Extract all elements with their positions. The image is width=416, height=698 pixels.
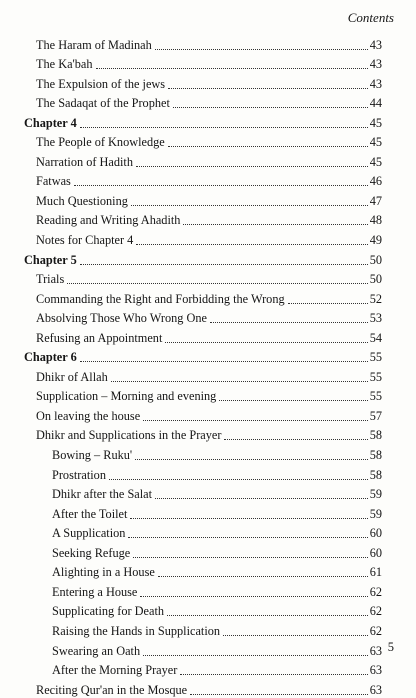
table-of-contents — [24, 33, 382, 698]
toc-entry — [24, 385, 382, 405]
dot-leader — [109, 479, 368, 480]
toc-entry-title: The Haram of Madinah — [36, 37, 152, 52]
toc-entry — [24, 404, 382, 424]
toc-entry-title: Absolving Those Who Wrong One — [36, 311, 207, 326]
toc-entry-title: The People of Knowledge — [36, 135, 165, 150]
dot-leader — [173, 107, 368, 108]
toc-entry-title: A Supplication — [52, 526, 126, 541]
toc-entry — [24, 287, 382, 307]
toc-entry-title: Bowing – Ruku' — [52, 448, 133, 463]
toc-entry-page: 52 — [369, 291, 382, 306]
toc-entry — [24, 72, 382, 92]
toc-entry-page: 50 — [369, 252, 382, 267]
dot-leader — [288, 303, 368, 304]
toc-entry-page: 50 — [369, 272, 382, 287]
toc-chapter-entry — [24, 248, 382, 268]
toc-entry-page: 48 — [369, 213, 382, 228]
dot-leader — [180, 674, 367, 675]
toc-entry-title: Alighting in a House — [52, 565, 155, 580]
toc-entry — [24, 541, 382, 561]
toc-entry — [24, 268, 382, 288]
toc-entry-title: Commanding the Right and Forbidding the Wrong — [36, 291, 285, 306]
toc-entry-title: Dhikr and Supplications in the Prayer — [36, 428, 222, 443]
toc-entry-title: Raising the Hands in Supplication — [52, 623, 221, 638]
toc-entry — [24, 307, 382, 327]
toc-entry-title: Dhikr of Allah — [36, 369, 108, 384]
toc-entry — [24, 619, 382, 639]
toc-entry-page: 62 — [369, 623, 382, 638]
toc-entry-title: Notes for Chapter 4 — [36, 233, 134, 248]
dot-leader — [67, 283, 367, 284]
dot-leader — [210, 322, 368, 323]
toc-entry — [24, 53, 382, 73]
toc-entry — [24, 639, 382, 659]
toc-entry-title: After the Morning Prayer — [52, 663, 178, 678]
toc-entry — [24, 228, 382, 248]
toc-entry — [24, 580, 382, 600]
dot-leader — [158, 576, 368, 577]
dot-leader — [135, 459, 368, 460]
toc-entry-title: Fatwas — [36, 174, 71, 189]
dot-leader — [168, 88, 368, 89]
toc-entry — [24, 502, 382, 522]
dot-leader — [74, 185, 368, 186]
toc-entry-page: 54 — [369, 330, 382, 345]
dot-leader — [155, 498, 368, 499]
toc-entry-page: 45 — [369, 135, 382, 150]
toc-entry — [24, 150, 382, 170]
dot-leader — [136, 244, 367, 245]
toc-entry-title: Supplication – Morning and evening — [36, 389, 217, 404]
toc-entry-title: Chapter 5 — [24, 252, 77, 267]
toc-entry-title: The Expulsion of the jews — [36, 76, 166, 91]
toc-entry — [24, 170, 382, 190]
toc-entry-page: 58 — [369, 428, 382, 443]
toc-entry-page: 60 — [369, 526, 382, 541]
toc-entry-page: 60 — [369, 545, 382, 560]
toc-entry — [24, 678, 382, 698]
toc-entry — [24, 443, 382, 463]
toc-entry-page: 45 — [369, 115, 382, 130]
dot-leader — [168, 146, 368, 147]
page-number: 5 — [387, 640, 394, 654]
toc-entry-page: 58 — [369, 448, 382, 463]
toc-entry-title: Trials — [36, 272, 65, 287]
dot-leader — [140, 596, 367, 597]
toc-entry-title: The Sadaqat of the Prophet — [36, 96, 170, 111]
toc-entry-page: 43 — [369, 37, 382, 52]
toc-entry — [24, 659, 382, 679]
dot-leader — [136, 166, 368, 167]
toc-entry — [24, 600, 382, 620]
toc-entry-page: 58 — [369, 467, 382, 482]
toc-entry-title: Chapter 6 — [24, 350, 77, 365]
toc-entry-page: 47 — [369, 193, 382, 208]
dot-leader — [131, 205, 368, 206]
toc-entry-page: 43 — [369, 57, 382, 72]
toc-entry — [24, 424, 382, 444]
dot-leader — [96, 68, 368, 69]
toc-entry-title: Reciting Qur'an in the Mosque — [36, 682, 188, 697]
dot-leader — [219, 400, 367, 401]
toc-entry — [24, 92, 382, 112]
dot-leader — [111, 381, 368, 382]
toc-entry-page: 63 — [369, 663, 382, 678]
toc-entry-page: 59 — [369, 506, 382, 521]
toc-entry — [24, 365, 382, 385]
dot-leader — [133, 557, 368, 558]
toc-entry-page: 46 — [369, 174, 382, 189]
dot-leader — [128, 537, 367, 538]
dot-leader — [224, 439, 367, 440]
toc-entry-title: Prostration — [52, 467, 106, 482]
toc-entry — [24, 522, 382, 542]
toc-entry-title: On leaving the house — [36, 408, 141, 423]
toc-entry-page: 62 — [369, 584, 382, 599]
dot-leader — [80, 361, 368, 362]
dot-leader — [167, 615, 368, 616]
dot-leader — [183, 224, 367, 225]
toc-entry-title: After the Toilet — [52, 506, 128, 521]
running-head: Contents — [347, 10, 394, 25]
toc-entry — [24, 189, 382, 209]
toc-entry-title: Narration of Hadith — [36, 154, 133, 169]
toc-entry-page: 53 — [369, 311, 382, 326]
toc-entry — [24, 326, 382, 346]
dot-leader — [190, 694, 368, 695]
toc-entry-page: 63 — [369, 643, 382, 658]
toc-entry-title: Entering a House — [52, 584, 138, 599]
toc-entry-page: 55 — [369, 350, 382, 365]
toc-entry-title: Much Questioning — [36, 193, 128, 208]
dot-leader — [155, 49, 368, 50]
dot-leader — [80, 127, 368, 128]
toc-entry — [24, 561, 382, 581]
toc-entry-title: The Ka'bah — [36, 57, 93, 72]
dot-leader — [165, 342, 367, 343]
dot-leader — [130, 518, 367, 519]
toc-entry-page: 59 — [369, 487, 382, 502]
toc-entry — [24, 131, 382, 151]
toc-entry-page: 45 — [369, 154, 382, 169]
toc-entry — [24, 33, 382, 53]
toc-entry-title: Chapter 4 — [24, 115, 77, 130]
dot-leader — [80, 264, 368, 265]
toc-entry-title: Reading and Writing Ahadith — [36, 213, 181, 228]
toc-entry — [24, 463, 382, 483]
dot-leader — [223, 635, 368, 636]
toc-entry — [24, 209, 382, 229]
toc-entry-page: 62 — [369, 604, 382, 619]
toc-entry-page: 57 — [369, 408, 382, 423]
toc-entry-page: 55 — [369, 389, 382, 404]
toc-entry-title: Seeking Refuge — [52, 545, 131, 560]
toc-entry-title: Swearing an Oath — [52, 643, 141, 658]
toc-entry-page: 44 — [369, 96, 382, 111]
dot-leader — [143, 420, 368, 421]
toc-chapter-entry — [24, 346, 382, 366]
toc-entry-title: Refusing an Appointment — [36, 330, 163, 345]
toc-entry-page: 63 — [369, 682, 382, 697]
toc-entry-title: Supplicating for Death — [52, 604, 165, 619]
toc-chapter-entry — [24, 111, 382, 131]
toc-entry-page: 61 — [369, 565, 382, 580]
dot-leader — [143, 655, 368, 656]
toc-entry-page: 43 — [369, 76, 382, 91]
toc-entry — [24, 483, 382, 503]
toc-entry-page: 49 — [369, 233, 382, 248]
toc-entry-title: Dhikr after the Salat — [52, 487, 153, 502]
toc-entry-page: 55 — [369, 369, 382, 384]
